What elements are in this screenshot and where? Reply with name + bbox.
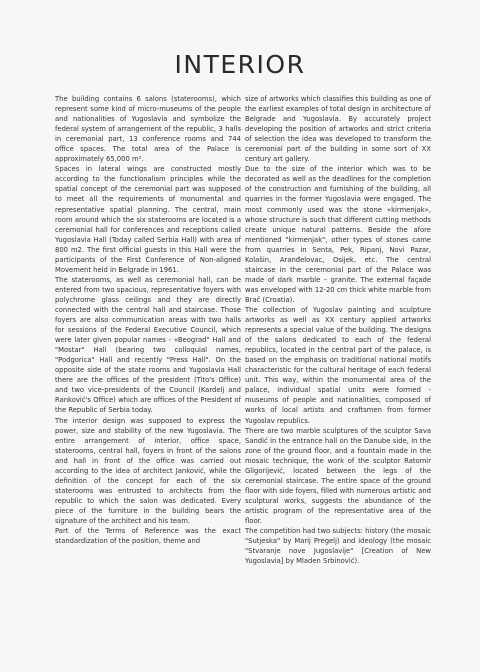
right-column [245, 94, 431, 566]
paragraph: The competition had two subjects: history (the mosaic "Sutjeska" by Marij Pregelj) and ideology (the mosaic "Stvaranje nove Jugoslavije" [Creation of New Yugoslavia] by Mladen Srbinović). [245, 527, 431, 566]
paragraph: size of artworks which classifies this building as one of the earliest examples of total design in architecture of Belgrade and Yugoslavia. By accurately project developing the position of artworks and strict criteria of selection the idea was developed to transform the ceremonial part of the building in some sort of XX century art gallery. [245, 95, 431, 164]
paragraph: Spaces in lateral wings are constructed mostly according to the functionalism principles while the spatial concept of the ceremonial part was supposed to meet all the requirements of monumental and representative spatial planning. The central, main room around which the six staterooms are located is a ceremonial hall for conferences and receptions called Yugoslavia Hall (Today called Serbia Hall) with area of 800 m2. The first official guests in this Hall were the participants of the First Conference of Non-aligned Movement held in Belgrade in 1961. [55, 165, 241, 274]
page-title: INTERIOR [174, 50, 306, 79]
paragraph: There are two marble sculptures of the sculptor Sava Sandić in the entrance hall on the Danube side, in the zone of the ground floor, and a fountain made in the mosaic technique, the work of the sculptor Ratomir Gligorijević, located between the legs of the ceremonial staircase. The entire space of the ground floor with side foyers, filled with numerous artistic and sculptural works, suggests the abundance of the artistic program of the representative area of the floor. [245, 426, 431, 525]
paragraph: Due to the size of the interior which was to be decorated as well as the deadlines for the completion of the construction and furnishing of the building, all quarries in the former Yugoslavia were engaged. The most commonly used was the stone «kirmenjak», whose structure is such that different cutting methods create unique natural patterns. Beside the afore mentioned "kirmenjak", other types of stones came from quarries in Senta, Pek, Ripanj, Novi Pazar, Kolašin, Aranđelovac, Osijek, etc. The central staircase in the ceremonial part of the Palace was made of dark marble – granite. The external façade was enveloped with 12-20 cm thick white marble from Brač (Croatia). [245, 165, 431, 304]
paragraph: The building contains 6 salons (staterooms), which represent some kind of micro-museums of the people and nationalities of Yugoslavia and symbolize the federal system of arrangement of the republic, 3 halls in ceremonial part, 13 conference rooms and 744 office spaces. The total area of the Palace is approximately 65,000 m². [55, 95, 241, 164]
paragraph: The staterooms, as well as ceremonial hall, can be entered from two spacious, representative foyers with polychrome glass ceilings and they are directly connected with the central hall and staircase. Those foyers are also communication areas with two halls for sessions of the Federal Executive Council, which were later given popular names - «Beograd" Hall and "Mostar" Hall (bearing two colloquial names, "Podgorica" Hall and recently "Press Hall". On the opposite side of the state rooms and Yugoslavia Hall there are the offices of the president (Tito's Office) and two vice-presidents of the Council (Kardelj and Ranković's Office) which are offices of the President of the Republic of Serbia today. [55, 275, 241, 415]
paragraph: The interior design was supposed to express the power, size and stability of the new Yugoslavia. The entire arrangement of interior, office space, staterooms, central hall, foyers in front of the salons and hall in front of the office was carried out according to the idea of architect Janković, while the definition of the concept for each of the six staterooms was entrusted to architects from the republic to which the salon was dedicated. Every piece of the furniture in the building bears the signature of the architect and his team. [55, 416, 241, 525]
paragraph: The collection of Yugoslav painting and sculpture artworks as well as XX century applied artworks represents a special value of the building. The designs of the salons dedicated to each of the federal republics, located in the central part of the palace, is based on the emphasis on traditional national motifs characteristic for the cultural heritage of each federal unit. This way, within the monumental area of the palace, individual spatial units were formed - museums of people and nationalities, composed of works of local artists and craftsmen from former Yugoslav republics. [245, 305, 431, 425]
left-column [55, 94, 241, 546]
paragraph: Part of the Terms of Reference was the exact standardization of the position, theme and [55, 527, 241, 546]
